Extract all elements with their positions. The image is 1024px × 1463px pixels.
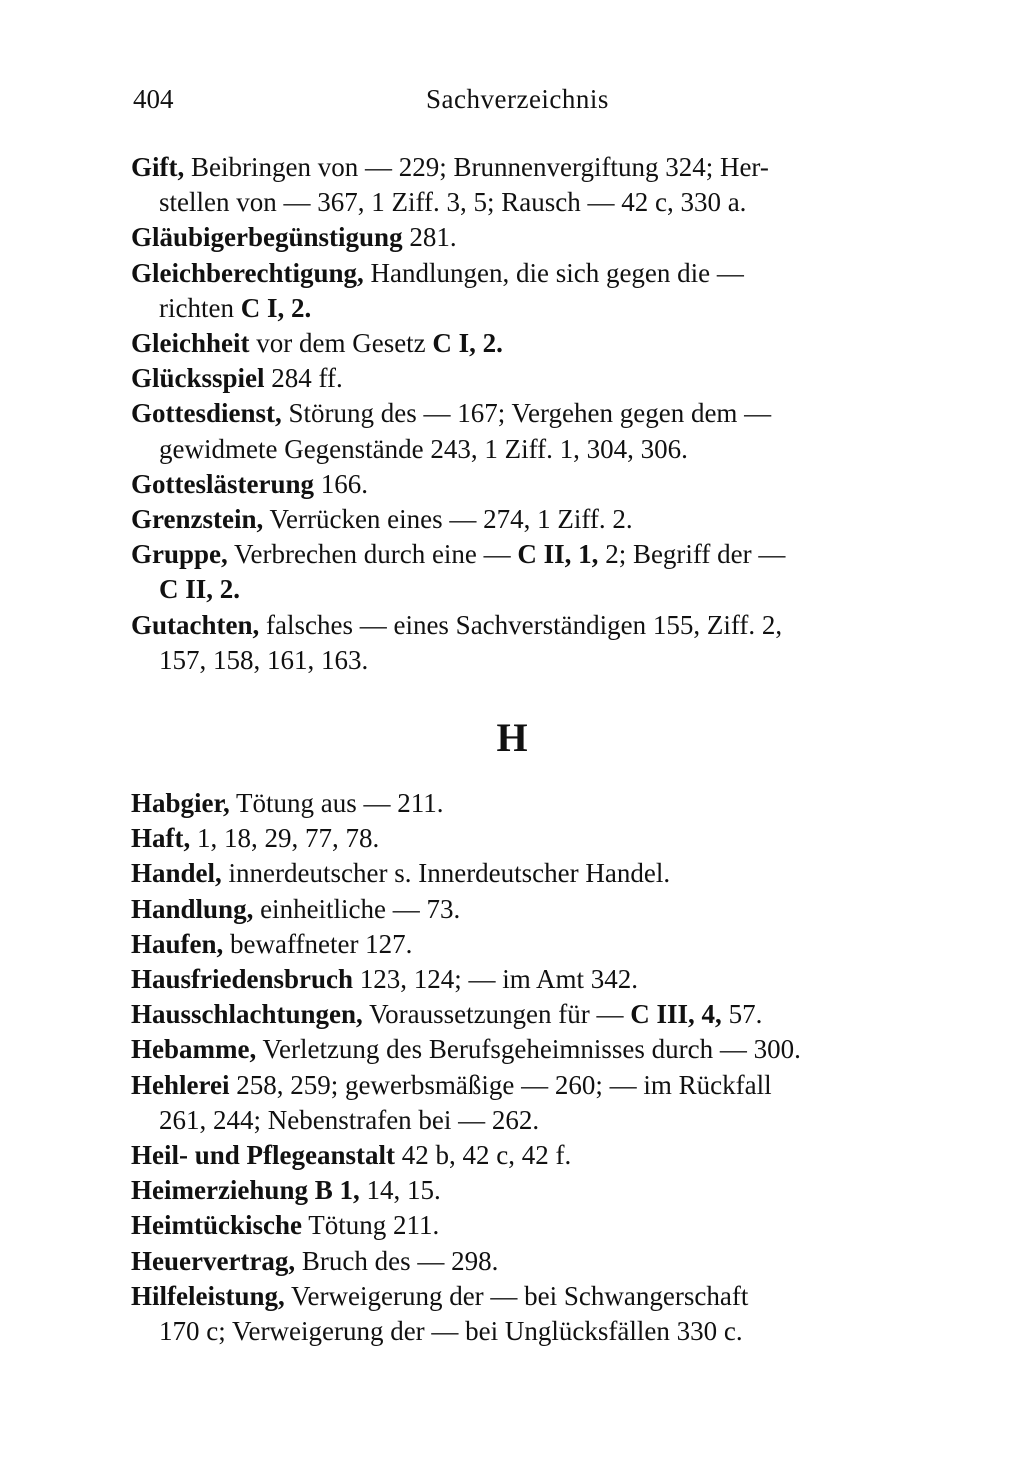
index-entry [131,927,929,962]
entry-text: Tötung 211. [301,1210,440,1241]
entry-text: Handlungen, die sich gegen die — [363,257,744,288]
entry-headword: Gruppe, [131,539,228,570]
page-header [133,84,933,124]
entry-text: 258, 259; gewerbsmäßige — 260; — im Rückfall [229,1069,772,1100]
index-entry [131,856,929,891]
entry-headword: Heimtückische [131,1210,302,1241]
entry-text: 1, 18, 29, 77, 78. [190,823,380,854]
entry-continuation [131,643,929,678]
entry-text: Tötung aus — 211. [229,788,444,818]
page-number: 404 [133,84,174,114]
entry-text: 14, 15. [359,1175,441,1206]
entry-continuation [131,1314,929,1349]
index-entry [131,1032,929,1067]
index-entry [131,608,929,678]
index-entry [131,150,929,220]
index-entry [131,1279,929,1349]
entry-headword: Heil- und Pflegeanstalt [131,1140,395,1171]
entry-reference: C I, 2. [240,292,312,323]
entry-text: 157, 158, 161, 163. [159,644,369,675]
entry-reference: C II, 1, [517,539,599,570]
entry-headword: Hausfriedensbruch [131,964,354,995]
entry-text: gewidmete Gegenstände 243, 1 Ziff. 1, 304, 306. [159,433,688,464]
entry-headword: Handlung, [131,893,254,924]
index-section-g [131,150,929,678]
page-title: Sachverzeichnis [426,84,609,114]
entry-headword: Hilfeleistung, [131,1280,285,1311]
entry-headword: Gläubigerbegünstigung [131,222,403,253]
entry-reference: B 1, [314,1175,360,1206]
entry-reference: C I, 2. [432,328,503,359]
entry-headword: Heuervertrag, [131,1245,296,1276]
entry-text: einheitliche — 73. [253,893,461,924]
entry-headword: Haft, [131,823,191,854]
entry-continuation [131,432,929,467]
entry-continuation [131,185,929,220]
entry-text: 57. [721,999,763,1030]
entry-text: Verletzung des Berufsgeheimnisses durch — 300. [256,1034,801,1065]
index-entry [131,821,929,856]
section-letter-heading: H [496,715,528,760]
entry-text: falsches — eines Sachverständigen 155, Ziff. 2, [259,609,783,640]
entry-text: vor dem Gesetz [249,328,433,359]
entry-text [308,1175,315,1205]
entry-headword: Hehlerei [131,1069,230,1100]
entry-headword: Gift, [131,152,185,182]
entry-text: Verrücken eines — 274, 1 Ziff. 2. [263,504,633,535]
index-entry [131,1173,929,1208]
entry-headword: Gotteslästerung [131,468,314,499]
entry-headword: Gutachten, [131,609,260,640]
entry-headword: Handel, [131,858,222,889]
entry-text: 170 c; Verweigerung der — bei Unglücksfällen 330 c. [159,1316,743,1347]
entry-reference: C II, 2. [159,574,241,605]
entry-headword: Grenzstein, [131,504,264,535]
index-entry [131,256,929,326]
entry-headword: Heimerziehung [131,1175,308,1206]
index-entry [131,997,929,1032]
entry-text: Bruch des — 298. [295,1245,499,1276]
index-entry [131,326,929,361]
index-entry [131,361,929,396]
index-entry [131,502,929,537]
index-entry [131,467,929,502]
entry-text: 42 b, 42 c, 42 f. [395,1140,572,1171]
entry-headword: Habgier, [131,788,230,818]
entry-reference: C III, 4, [630,999,722,1030]
entry-text: 281. [402,222,457,253]
index-entry [131,396,929,466]
index-entry [131,962,929,997]
index-section-h [131,786,929,1349]
entry-text: Beibringen von — 229; Brunnenvergiftung 324; Her- [184,152,769,182]
entry-text: 2; Begriff der — [598,539,786,570]
entry-text: Voraussetzungen für — [362,999,631,1030]
entry-text: Verbrechen durch eine — [227,539,518,570]
entry-text: stellen von — 367, 1 Ziff. 3, 5; Rausch — 42 c, 330 a. [159,187,747,218]
entry-text: 166. [313,468,368,499]
entry-headword: Hebamme, [131,1034,257,1065]
entry-text: 261, 244; Nebenstrafen bei — 262. [159,1104,540,1135]
entry-text: Störung des — 167; Vergehen gegen dem — [281,398,772,429]
index-entry [131,220,929,255]
entry-continuation [131,1103,929,1138]
index-entry [131,1244,929,1279]
index-entry [131,786,929,821]
index-entry [131,892,929,927]
entry-continuation [131,291,929,326]
entry-headword: Gottesdienst, [131,398,282,429]
entry-text: Verweigerung der — bei Schwangerschaft [284,1280,749,1311]
entry-text: innerdeutscher s. Innerdeutscher Handel. [221,858,671,889]
entry-headword: Hausschlachtungen, [131,999,363,1030]
entry-headword: Gleichheit [131,328,250,359]
entry-headword: Haufen, [131,928,224,959]
entry-headword: Gleichberechtigung, [131,257,364,288]
entry-text: 123, 124; — im Amt 342. [353,964,639,995]
index-entry [131,537,929,607]
entry-headword: Glücksspiel [131,363,265,394]
entry-continuation [131,572,929,607]
entry-text: bewaffneter 127. [223,928,413,959]
entry-text: richten [159,292,241,323]
index-entry [131,1208,929,1243]
index-entry [131,1138,929,1173]
entry-text: 284 ff. [264,363,343,394]
index-entry [131,1068,929,1138]
